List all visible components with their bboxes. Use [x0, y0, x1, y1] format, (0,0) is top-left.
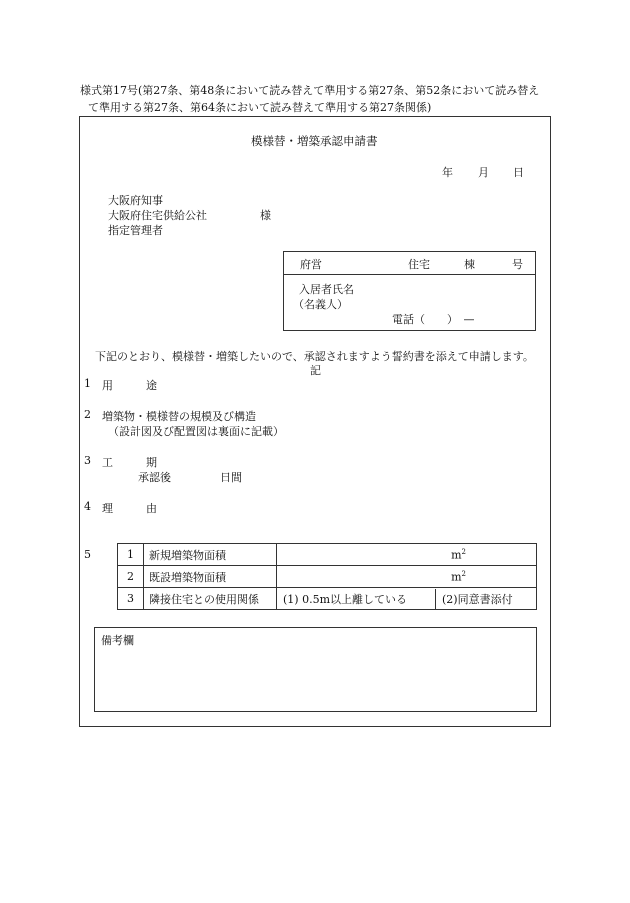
ki-label: 記	[310, 364, 321, 377]
row-number: 1	[118, 544, 144, 566]
row-number: 2	[118, 566, 144, 588]
date-month-label: 月	[478, 166, 489, 179]
row-number: 3	[118, 588, 144, 610]
period-days-label: 日間	[220, 471, 242, 484]
date-year-label: 年	[442, 166, 453, 179]
area-value-cell	[277, 544, 537, 566]
form-number-line-2: て準用する第27条、第64条において読み替えて準用する第27条関係)	[88, 101, 432, 114]
row-label: 隣接住宅との使用関係	[144, 588, 277, 610]
item-scale-number: 2	[84, 408, 91, 421]
applicant-box-divider	[284, 274, 535, 275]
table-row	[118, 544, 537, 566]
date-day-label: 日	[513, 166, 524, 179]
addressee-governor: 大阪府知事	[108, 194, 163, 207]
prefectural-label: 府営	[300, 258, 322, 271]
remarks-label: 備考欄	[101, 634, 134, 647]
nominee-label: （名義人）	[293, 298, 348, 311]
item-area-number: 5	[84, 548, 91, 561]
honorific: 様	[260, 209, 271, 222]
area-unit: m	[451, 570, 462, 584]
adjacency-option-consent: (2)同意書添付	[442, 592, 513, 606]
area-unit: m	[451, 548, 462, 562]
item-use-number: 1	[84, 377, 91, 390]
adjacency-option-distance: (1) 0.5m以上離している	[277, 589, 436, 609]
item-use-label: 用 途	[102, 379, 157, 392]
row-label: 既設増築物面積	[144, 566, 277, 588]
housing-label: 住宅	[408, 258, 430, 271]
item-scale-label: 増築物・模様替の規模及び構造	[102, 410, 256, 423]
form-number-line-1: 様式第17号(第27条、第48条において読み替えて準用する第27条、第52条において読み替え	[80, 84, 540, 97]
item-period-label: 工 期	[102, 456, 157, 469]
area-table	[117, 543, 537, 610]
item-scale-note: （設計図及び配置図は裏面に記載）	[108, 425, 284, 438]
addressee-housing-corp: 大阪府住宅供給公社	[108, 209, 207, 222]
building-label: 棟	[464, 258, 475, 271]
form-title: 模様替・増築承認申請書	[251, 134, 378, 148]
item-reason-number: 4	[84, 500, 91, 513]
phone-label: 電話（ ） —	[392, 313, 475, 326]
item-period-number: 3	[84, 454, 91, 467]
table-row	[118, 588, 537, 610]
table-row	[118, 566, 537, 588]
remarks-box	[94, 627, 537, 712]
adjacency-options-cell	[277, 588, 537, 610]
row-label: 新規増築物面積	[144, 544, 277, 566]
item-reason-label: 理 由	[102, 502, 157, 515]
area-unit-exponent: 2	[461, 547, 466, 556]
unit-number-label: 号	[512, 258, 523, 271]
body-text: 下記のとおり、模様替・増築したいので、承認されますよう誓約書を添えて申請します。	[95, 350, 534, 363]
addressee-designated-manager: 指定管理者	[108, 224, 163, 237]
period-after-approval: 承認後	[138, 471, 171, 484]
resident-name-label: 入居者氏名	[299, 283, 354, 296]
area-value-cell	[277, 566, 537, 588]
area-unit-exponent: 2	[461, 569, 466, 578]
